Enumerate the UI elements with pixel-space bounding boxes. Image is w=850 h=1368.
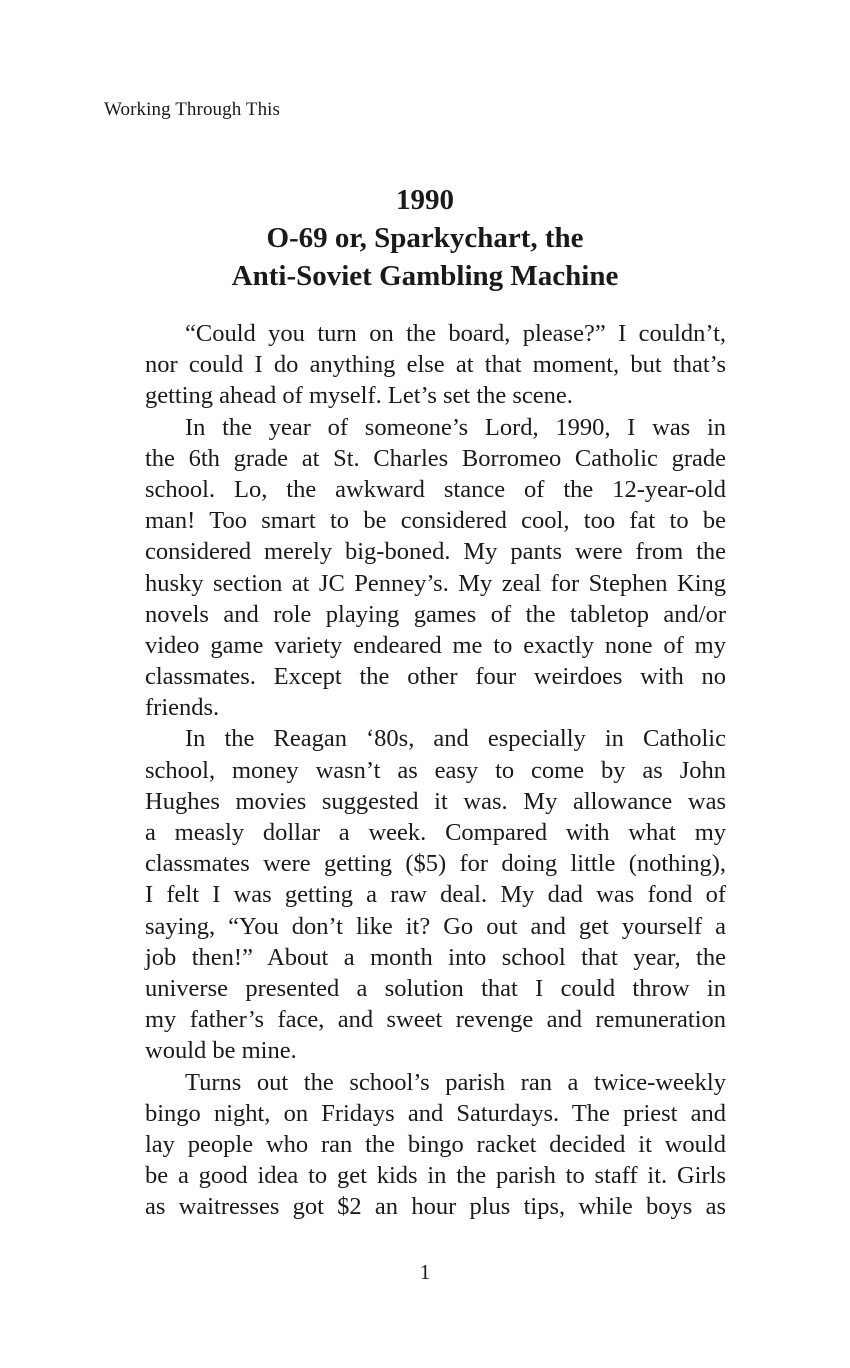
paragraph-line: Turns out the school’s parish ran a twice-weekly xyxy=(185,1068,726,1096)
chapter-year: 1990 xyxy=(396,184,454,216)
paragraph xyxy=(145,723,726,1066)
paragraph-line: novels and role playing games of the tabletop and/or xyxy=(145,600,726,628)
paragraph-line: my father’s face, and sweet revenge and remuneration xyxy=(145,1006,726,1034)
paragraph-line: nor could I do anything else at that moment, but that’s xyxy=(145,351,726,379)
body-text xyxy=(145,318,726,1222)
paragraph-line: would be mine. xyxy=(145,1037,297,1065)
paragraph-line: I felt I was getting a raw deal. My dad was fond of xyxy=(145,881,726,909)
paragraph-line: In the year of someone’s Lord, 1990, I was in xyxy=(185,413,726,441)
paragraph-line: classmates were getting ($5) for doing little (nothing), xyxy=(145,850,726,878)
paragraph-line: husky section at JC Penney’s. My zeal for Stephen King xyxy=(145,569,726,597)
paragraph-line: getting ahead of myself. Let’s set the scene. xyxy=(145,382,573,410)
running-head: Working Through This xyxy=(104,99,281,120)
paragraph-line: “Could you turn on the board, please?” I couldn’t, xyxy=(185,320,726,347)
paragraph-line: universe presented a solution that I could throw in xyxy=(145,974,726,1002)
paragraph-line: considered merely big-boned. My pants were from the xyxy=(145,538,726,566)
paragraph-line: lay people who ran the bingo racket decided it would xyxy=(145,1130,726,1158)
paragraph-line: video game variety endeared me to exactly none of my xyxy=(145,631,726,659)
paragraph-line: as waitresses got $2 an hour plus tips, while boys as xyxy=(145,1193,726,1221)
paragraph-line: Hughes movies suggested it was. My allowance was xyxy=(145,787,726,815)
paragraph xyxy=(145,412,726,724)
paragraph xyxy=(145,318,726,412)
paragraph-line: friends. xyxy=(145,694,220,722)
paragraph-line: classmates. Except the other four weirdoes with no xyxy=(145,663,726,691)
paragraph-line: a measly dollar a week. Compared with what my xyxy=(145,819,726,846)
paragraph-line: man! Too smart to be considered cool, too fat to be xyxy=(145,507,726,535)
paragraph-line: the 6th grade at St. Charles Borromeo Catholic grade xyxy=(145,444,726,472)
chapter-title-line-1: O-69 or, Sparkychart, the xyxy=(266,222,584,254)
page-number: 1 xyxy=(419,1260,431,1284)
paragraph-line: In the Reagan ‘80s, and especially in Catholic xyxy=(185,725,726,753)
chapter-heading xyxy=(0,181,850,295)
paragraph-line: saying, “You don’t like it? Go out and get yourself a xyxy=(145,912,726,940)
chapter-title-line-2: Anti-Soviet Gambling Machine xyxy=(231,260,619,292)
paragraph-line: bingo night, on Fridays and Saturdays. The priest and xyxy=(145,1099,726,1127)
paragraph xyxy=(145,1067,726,1223)
paragraph-line: school, money wasn’t as easy to come by as John xyxy=(145,756,726,784)
paragraph-line: be a good idea to get kids in the parish to staff it. Girls xyxy=(145,1162,726,1190)
paragraph-line: job then!” About a month into school that year, the xyxy=(145,943,726,971)
paragraph-line: school. Lo, the awkward stance of the 12-year-old xyxy=(145,475,726,503)
